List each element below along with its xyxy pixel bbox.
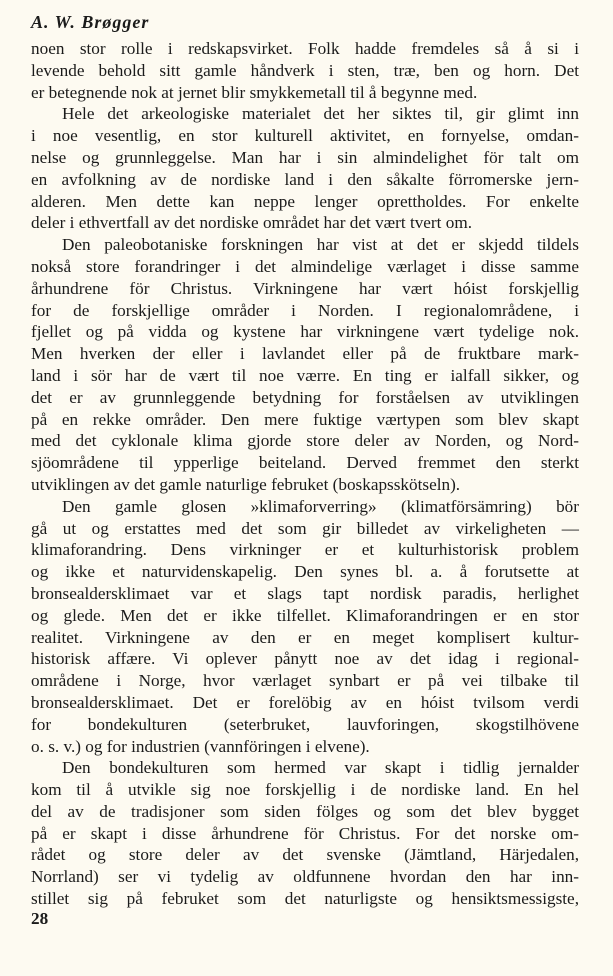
text-line: og glede. Men det er ikke tilfellet. Klimaforandringen er en stor [31,605,579,625]
running-head: A. W. Brøgger [31,12,150,32]
text-line: levende behold sitt gamle håndverk i sten, træ, ben og horn. Det [31,60,579,80]
paragraph [31,38,579,103]
paragraph [31,103,579,234]
text-line: er betegnende nok at jernet blir smykkemetall til å begynne med. [31,82,478,102]
text-line: Den gamle glosen »klimaforverring» (klimatförsämring) bör [62,496,579,516]
text-line: områdene i Norge, hvor værlaget synbart er på vei tilbake til [31,671,579,691]
text-line: deler i ethvertfall av det nordiske området har det vært tvert om. [31,213,472,233]
text-line: for de forskjellige områder i Norden. I regionalområdene, i [31,300,579,320]
text-line: århundrene för Christus. Virkningene har vært hóist forskjellig [31,278,579,298]
text-line: bronsealdersklimaet var et slags tapt nordisk paradis, herlighet [31,583,579,603]
text-line: Men hverken der eller i lavlandet eller på de fruktbare mark- [31,344,579,364]
paragraph [31,496,579,758]
text-line: realitet. Virkningene av den er en meget komplisert kultur- [31,627,579,647]
text-line: kom til å utvikle sig noe forskjellig i de nordiske land. En hel [31,780,579,800]
text-line: gå ut og erstattes med det som gir billedet av virkeligheten — [31,518,579,538]
text-line: del av de tradisjoner som siden fölges og som det blev bygget [31,801,579,821]
text-line: Norrland) ser vi tydelig av oldfunnene hvordan den har inn- [31,867,579,887]
text-line: o. s. v.) og for industrien (vannföringen i elvene). [31,736,370,756]
text-line: for bondekulturen (seterbruket, lauvforingen, skogstilhövene [31,714,579,734]
text-line: det er av grunnleggende betydning for forståelsen av utviklingen [31,387,579,407]
text-line: fjellet og på vidda og kystene har virkningene vært tydelige nok. [31,322,579,342]
text-line: bronsealdersklimaet. Det er forelöbig av en hóist tvilsom verdi [31,692,579,712]
text-line: land i sör har de vært til noe værre. En ting er ialfall sikker, og [31,365,579,385]
text-line: en avfolkning av de nordiske land i den såkalte förromerske jern- [31,169,579,189]
page-number: 28 [31,909,49,928]
text-line: Den bondekulturen som hermed var skapt i tidlig jernalder [62,758,579,778]
text-line: i noe vesentlig, en stor kulturell aktivitet, en fornyelse, omdan- [31,126,579,146]
text-line: på en rekke områder. Den mere fuktige værtypen som blev skapt [31,409,579,429]
text-line: utviklingen av det gamle naturlige februket (boskapsskötseln). [31,474,461,494]
text-line: klimaforandring. Dens virkninger er et kulturhistorisk problem [31,540,579,560]
text-line: noen stor rolle i redskapsvirket. Folk hadde fremdeles så å si i [31,39,579,58]
text-line: på er skapt i disse århundrene för Christus. For det norske om- [31,823,579,843]
text-line: Den paleobotaniske forskningen har vist at det er skjedd tildels [62,235,579,255]
text-line: Hele det arkeologiske materialet det her siktes til, gir glimt inn [62,104,579,124]
text-line: nelse og grunnleggelse. Man har i sin almindelighet för talt om [31,147,579,167]
text-line: sjöområdene til ypperlige beiteland. Derved fremmet den sterkt [31,453,579,473]
text-line: historisk affære. Vi oplever pånytt noe av det idag i regional- [31,649,579,669]
text-line: med det cyklonale klima gjorde store deler av Norden, og Nord- [31,431,579,451]
text-line: alderen. Men dette kan neppe lenger oprettholdes. For enkelte [31,191,579,211]
body-text [31,38,579,910]
paragraph [31,234,579,496]
text-line: rådet og store deler av det svenske (Jämtland, Härjedalen, [31,845,579,865]
paragraph [31,757,579,910]
text-line: nokså store forandringer i det almindelige værlaget i disse samme [31,256,579,276]
text-line: og ikke et naturvidenskapelig. Den synes bl. a. å forutsette at [31,562,579,582]
text-line: stillet sig på februket som det naturligste og hensiktsmessigste, [31,889,579,909]
